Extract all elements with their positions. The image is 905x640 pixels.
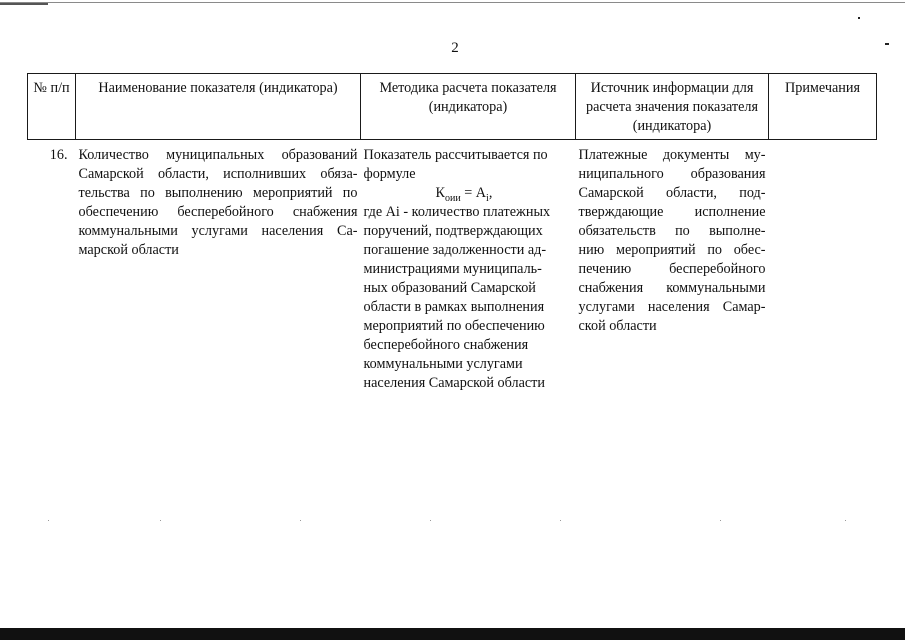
scan-speck (48, 520, 49, 521)
header-source-line: Источник информации для (590, 80, 754, 96)
row-indicator-name (76, 140, 361, 394)
text-line: области в рамках выполнения (363, 299, 545, 315)
scan-speck (720, 520, 721, 521)
bottom-scan-band (0, 628, 905, 640)
header-num: № п/п (28, 74, 76, 140)
scan-speck (845, 520, 846, 521)
header-method (361, 74, 576, 140)
scan-speck (560, 520, 561, 521)
header-source (576, 74, 769, 140)
top-scan-rule-accent (0, 3, 48, 5)
row-source (576, 140, 769, 394)
scan-speck (160, 520, 161, 521)
text-line: нию мероприятий по обес- (578, 242, 766, 258)
text-line: обязательств по выполне- (578, 223, 766, 239)
formula-eq: = (460, 185, 476, 201)
text-line: Показатель рассчитывается по (363, 147, 548, 163)
table-header-row (28, 74, 877, 140)
text-line: бесперебойного снабжения (363, 337, 529, 353)
row-number: 16. (49, 147, 68, 163)
text-line: коммунальными услугами (363, 356, 523, 372)
formula-lhs-sub: оии (444, 192, 461, 204)
text-line: ской области (578, 318, 657, 334)
header-source-line: расчета значения показателя (586, 99, 758, 115)
formula (364, 184, 573, 203)
text-line: Платежные документы му- (578, 147, 766, 163)
header-source-line: (индикатора) (632, 118, 712, 134)
text-line: формуле (363, 166, 416, 182)
indicator-table (27, 73, 877, 393)
header-name: Наименование показателя (индикатора) (76, 74, 361, 140)
text-line: обеспечению бесперебойного снабжения (78, 204, 358, 220)
scan-speck (885, 43, 889, 45)
header-method-line: Методика расчета показателя (379, 80, 557, 96)
header-notes: Примечания (769, 74, 877, 140)
text-line: ных образований Самарской (363, 280, 536, 296)
text-line: тверждающие исполнение (578, 204, 766, 220)
scan-speck (300, 520, 301, 521)
text-line: Самарской области, под- (578, 185, 766, 201)
text-line: ниципального образования (578, 166, 766, 182)
formula-rhs-sub: i (486, 192, 489, 204)
formula-rhs: А (475, 185, 487, 201)
text-line: где Ai - количество платежных (363, 204, 551, 220)
text-line: Самарской области, исполнивших обяза- (78, 166, 358, 182)
top-scan-rule (0, 2, 905, 3)
text-line: печению бесперебойного (578, 261, 766, 277)
scan-speck (430, 520, 431, 521)
text-line: снабжения коммунальными (578, 280, 766, 296)
text-line: поручений, подтверждающих (363, 223, 543, 239)
text-line: коммунальными услугами населения Са- (78, 223, 358, 239)
text-line: погашение задолженности ад- (363, 242, 547, 258)
text-line: министрациями муниципаль- (363, 261, 542, 277)
text-line: тельства по выполнению мероприятий по (78, 185, 358, 201)
text-line: услугами населения Самар- (578, 299, 766, 315)
table-row (28, 140, 877, 394)
header-method-line: (индикатора) (428, 99, 508, 115)
page-number: 2 (451, 40, 459, 56)
formula-lhs: К (435, 185, 445, 201)
formula-tail: , (488, 185, 493, 201)
text-line: Количество муниципальных образований (78, 147, 358, 163)
row-notes (769, 140, 877, 394)
text-line: населения Самарской области (363, 375, 545, 391)
scan-speck (858, 17, 860, 19)
text-line: марской области (78, 242, 179, 258)
row-method (361, 140, 576, 394)
text-line: мероприятий по обеспечению (363, 318, 545, 334)
